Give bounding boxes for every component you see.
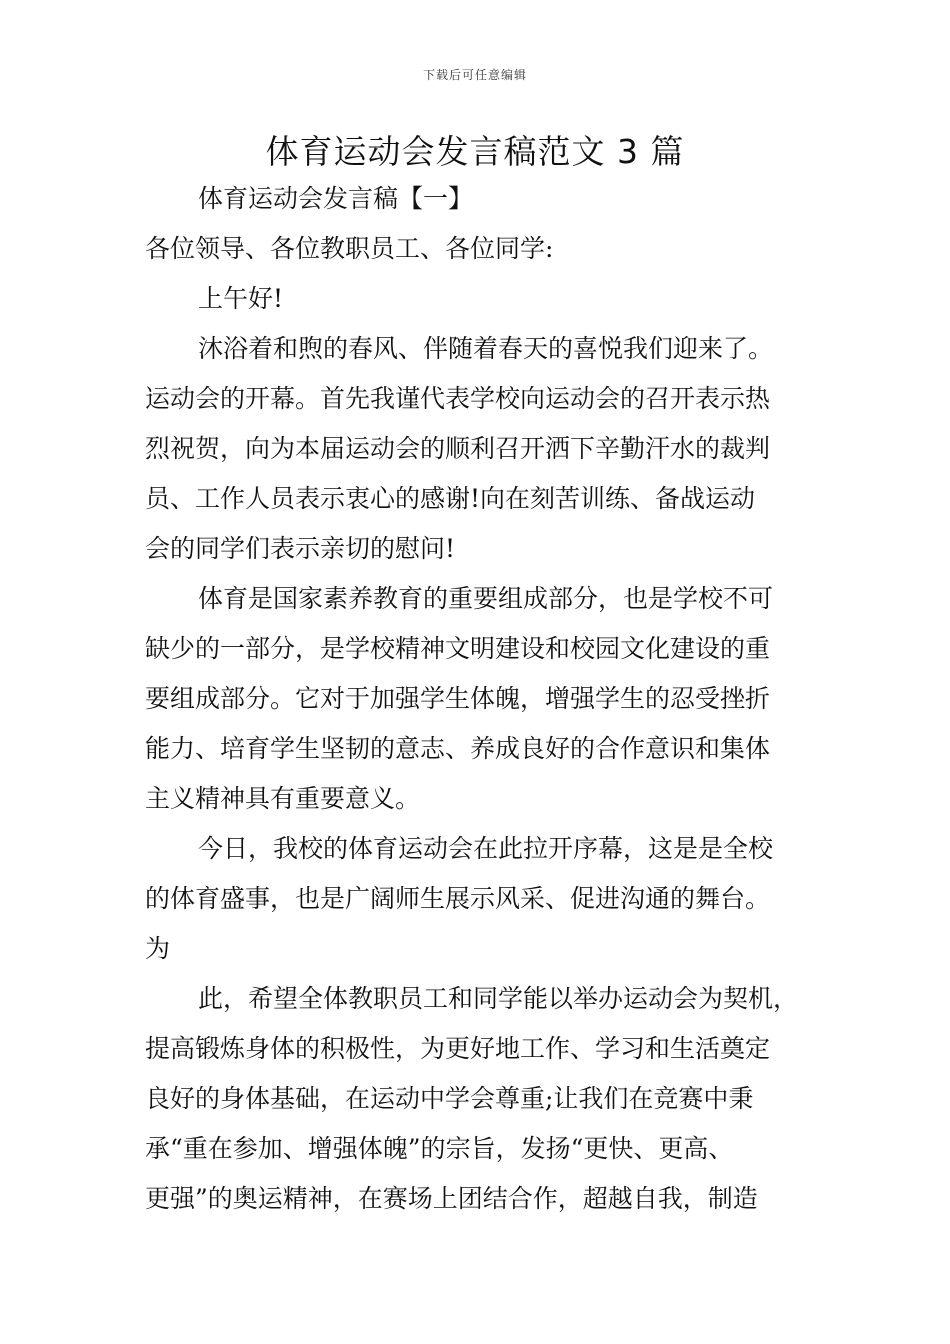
paragraph-line: 烈祝贺，向为本届运动会的顺利召开洒下辛勤汗水的裁判: [145, 434, 771, 463]
paragraph-line: 体育是国家素养教育的重要组成部分，也是学校不可: [198, 584, 774, 613]
paragraph-line: 更强”的奥运精神，在赛场上团结合作，超越自我，制造: [145, 1184, 758, 1213]
paragraph-line: 要组成部分。它对于加强学生体魄，增强学生的忍受挫折: [145, 684, 771, 713]
header-note: 下载后可任意编辑: [422, 68, 527, 82]
paragraph-line: 员、工作人员表示衷心的感谢!向在刻苦训练、备战运动: [145, 484, 756, 513]
paragraph-line: 提高锻炼身体的积极性，为更好地工作、学习和生活奠定: [145, 1034, 771, 1063]
paragraph-line: 承“重在参加、增强体魄”的宗旨，发扬“更快、更高、: [145, 1134, 734, 1163]
paragraph-line: 能力、培育学生坚韧的意志、养成良好的合作意识和集体: [145, 734, 771, 763]
salutation-line: 各位领导、各位教职员工、各位同学:: [145, 234, 554, 263]
paragraph-line: 良好的身体基础，在运动中学会尊重;让我们在竞赛中秉: [145, 1084, 754, 1113]
greeting-line: 上午好!: [198, 284, 284, 313]
paragraph-line: 沐浴着和煦的春风、伴随着春天的喜悦我们迎来了。: [198, 334, 774, 363]
paragraph-line: 此，希望全体教职员工和同学能以举办运动会为契机，: [198, 984, 799, 1013]
paragraph-line: 运动会的开幕。首先我谨代表学校向运动会的召开表示热: [145, 384, 771, 413]
paragraph-line: 主义精神具有重要意义。: [145, 784, 421, 813]
paragraph-line: 会的同学们表示亲切的慰问!: [145, 534, 456, 563]
paragraph-line: 缺少的一部分，是学校精神文明建设和校园文化建设的重: [145, 634, 771, 663]
paragraph-line: 今日，我校的体育运动会在此拉开序幕，这是是全校: [198, 834, 774, 863]
section-heading: 体育运动会发言稿【一】: [198, 184, 474, 213]
paragraph-line: 为: [145, 934, 171, 963]
paragraph-line: 的体育盛事，也是广阔师生展示风采、促进沟通的舞台。: [145, 884, 771, 913]
document-title: 体育运动会发言稿范文 3 篇: [265, 132, 685, 171]
